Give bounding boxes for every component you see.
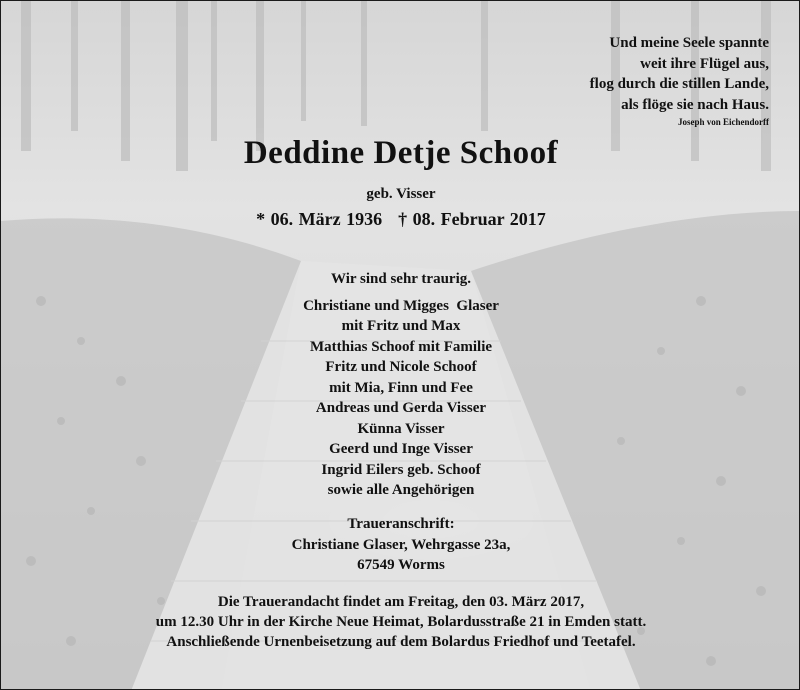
- mourner-line: Andreas und Gerda Visser: [315, 400, 487, 416]
- eichendorff-quote: [509, 33, 769, 128]
- quote-line: flog durch die stillen Lande,: [589, 76, 769, 92]
- mourner-line: mit Mia, Finn und Fee: [329, 379, 473, 396]
- address-heading: Traueranschrift:: [347, 516, 455, 532]
- service-details: [1, 592, 800, 652]
- mourner-line: Christiane und Migges Glaser: [303, 297, 499, 314]
- mourner-line: Künna Visser: [357, 420, 445, 437]
- service-line: Anschließende Urnenbeisetzung auf dem Bolardus Friedhof und Teetafel.: [166, 634, 636, 650]
- quote-author: Joseph von Eichendorff: [677, 117, 769, 127]
- maiden-name: geb. Visser: [366, 186, 436, 202]
- life-dates: [1, 209, 800, 230]
- quote-line: Und meine Seele spannte: [609, 35, 769, 51]
- deceased-name: Deddine Detje Schoof: [243, 135, 559, 171]
- mourner-line: sowie alle Angehörigen: [327, 482, 475, 498]
- mourners-list: [1, 269, 800, 501]
- service-line: um 12.30 Uhr in der Kirche Neue Heimat, Bolardusstraße 21 in Emden statt.: [155, 614, 647, 630]
- death-date: † 08. Februar 2017: [398, 209, 546, 229]
- mourner-line: Geerd und Inge Visser: [329, 441, 473, 457]
- birth-date: * 06. März 1936: [256, 209, 383, 229]
- service-line: Die Trauerandacht findet am Freitag, den 03. März 2017,: [217, 594, 585, 610]
- mourner-line: Fritz und Nicole Schoof: [325, 359, 477, 375]
- quote-line: weit ihre Flügel aus,: [640, 55, 769, 72]
- mourner-line: mit Fritz und Max: [341, 318, 461, 334]
- mourner-line: Matthias Schoof mit Familie: [309, 338, 493, 355]
- quote-line: als flöge sie nach Haus.: [621, 96, 769, 113]
- mourners-intro: Wir sind sehr traurig.: [330, 271, 472, 287]
- address-line: Christiane Glaser, Wehrgasse 23a,: [291, 536, 511, 553]
- mourner-line: Ingrid Eilers geb. Schoof: [321, 461, 481, 478]
- mourning-address: [1, 514, 800, 576]
- address-line: 67549 Worms: [357, 557, 445, 573]
